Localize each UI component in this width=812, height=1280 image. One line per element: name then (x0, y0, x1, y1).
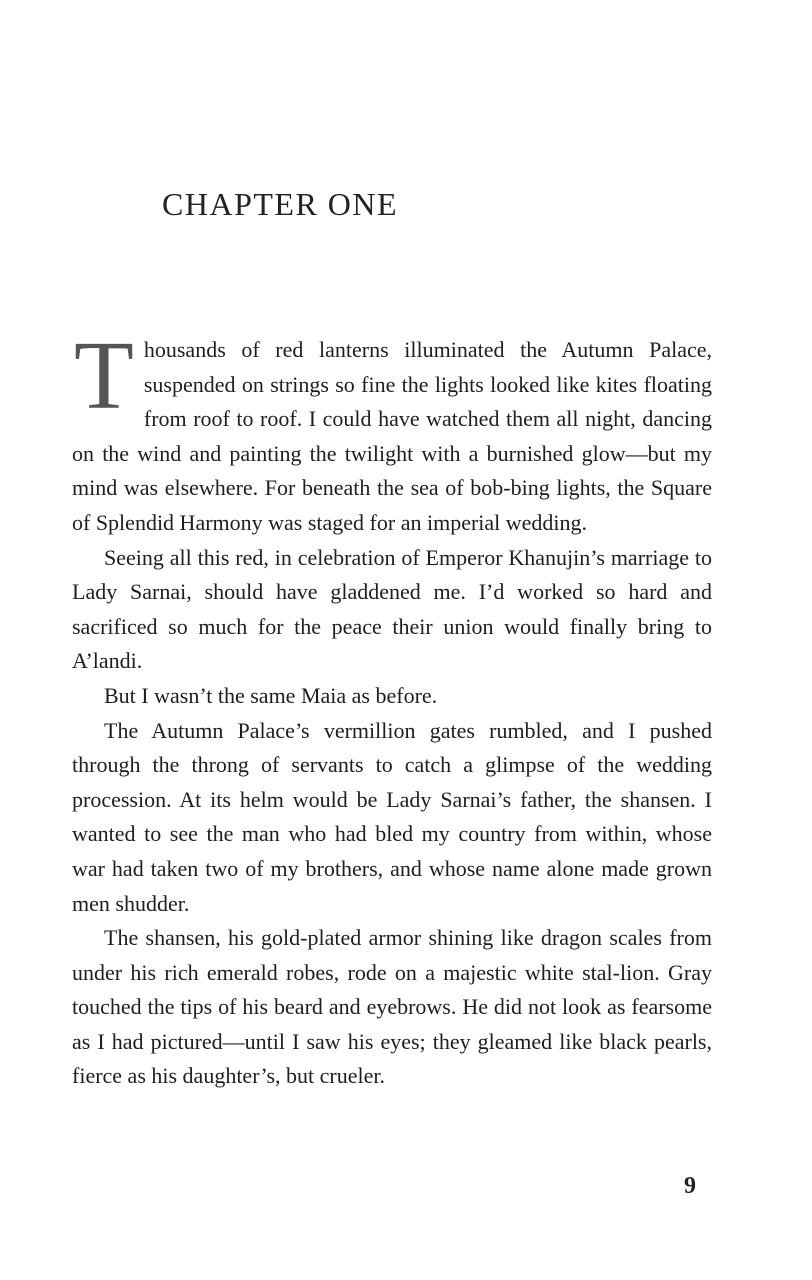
drop-cap-letter: T (74, 322, 134, 430)
paragraph-1 (72, 322, 712, 541)
paragraph-2: Seeing all this red, in celebration of Emperor Khanujin’s marriage to Lady Sarnai, should have gladdened me. I’d worked so hard and sacrificed so much for the peace their union would finally bring to A’landi. (72, 544, 712, 674)
paragraph-3: But I wasn’t the same Maia as before. (104, 682, 438, 708)
paragraph-4: The Autumn Palace’s vermillion gates rumbled, and I pushed through the throng of servants to catch a glimpse of the wedding procession. At its helm would be Lady Sarnai’s father, the shansen. I wanted to see the man who had bled my country from within, whose war had taken two of my brothers, and whose name alone made grown men shudder. (72, 717, 712, 916)
chapter-title: CHAPTER ONE (162, 186, 399, 222)
chapter-body (72, 322, 712, 1094)
paragraph-5: The shansen, his gold-plated armor shining like dragon scales from under his rich emerald robes, rode on a majestic white stal-lion. Gray touched the tips of his beard and eyebrows. He did not look as fearsome as I had pictured—until I saw his eyes; they gleamed like black pearls, fierce as his daughter’s, but crueler. (72, 925, 712, 1089)
page-number: 9 (684, 1173, 696, 1199)
paragraph-1-text: housands of red lanterns illuminated the Autumn Palace, suspended on strings so fine the lights looked like kites floating from roof to roof. I could have watched them all night, dancing on the wind and painting the twilight with a burnished glow—but my mind was elsewhere. For beneath the sea of bob-bing lights, the Square of Splendid Harmony was staged for an imperial wedding. (72, 337, 712, 535)
